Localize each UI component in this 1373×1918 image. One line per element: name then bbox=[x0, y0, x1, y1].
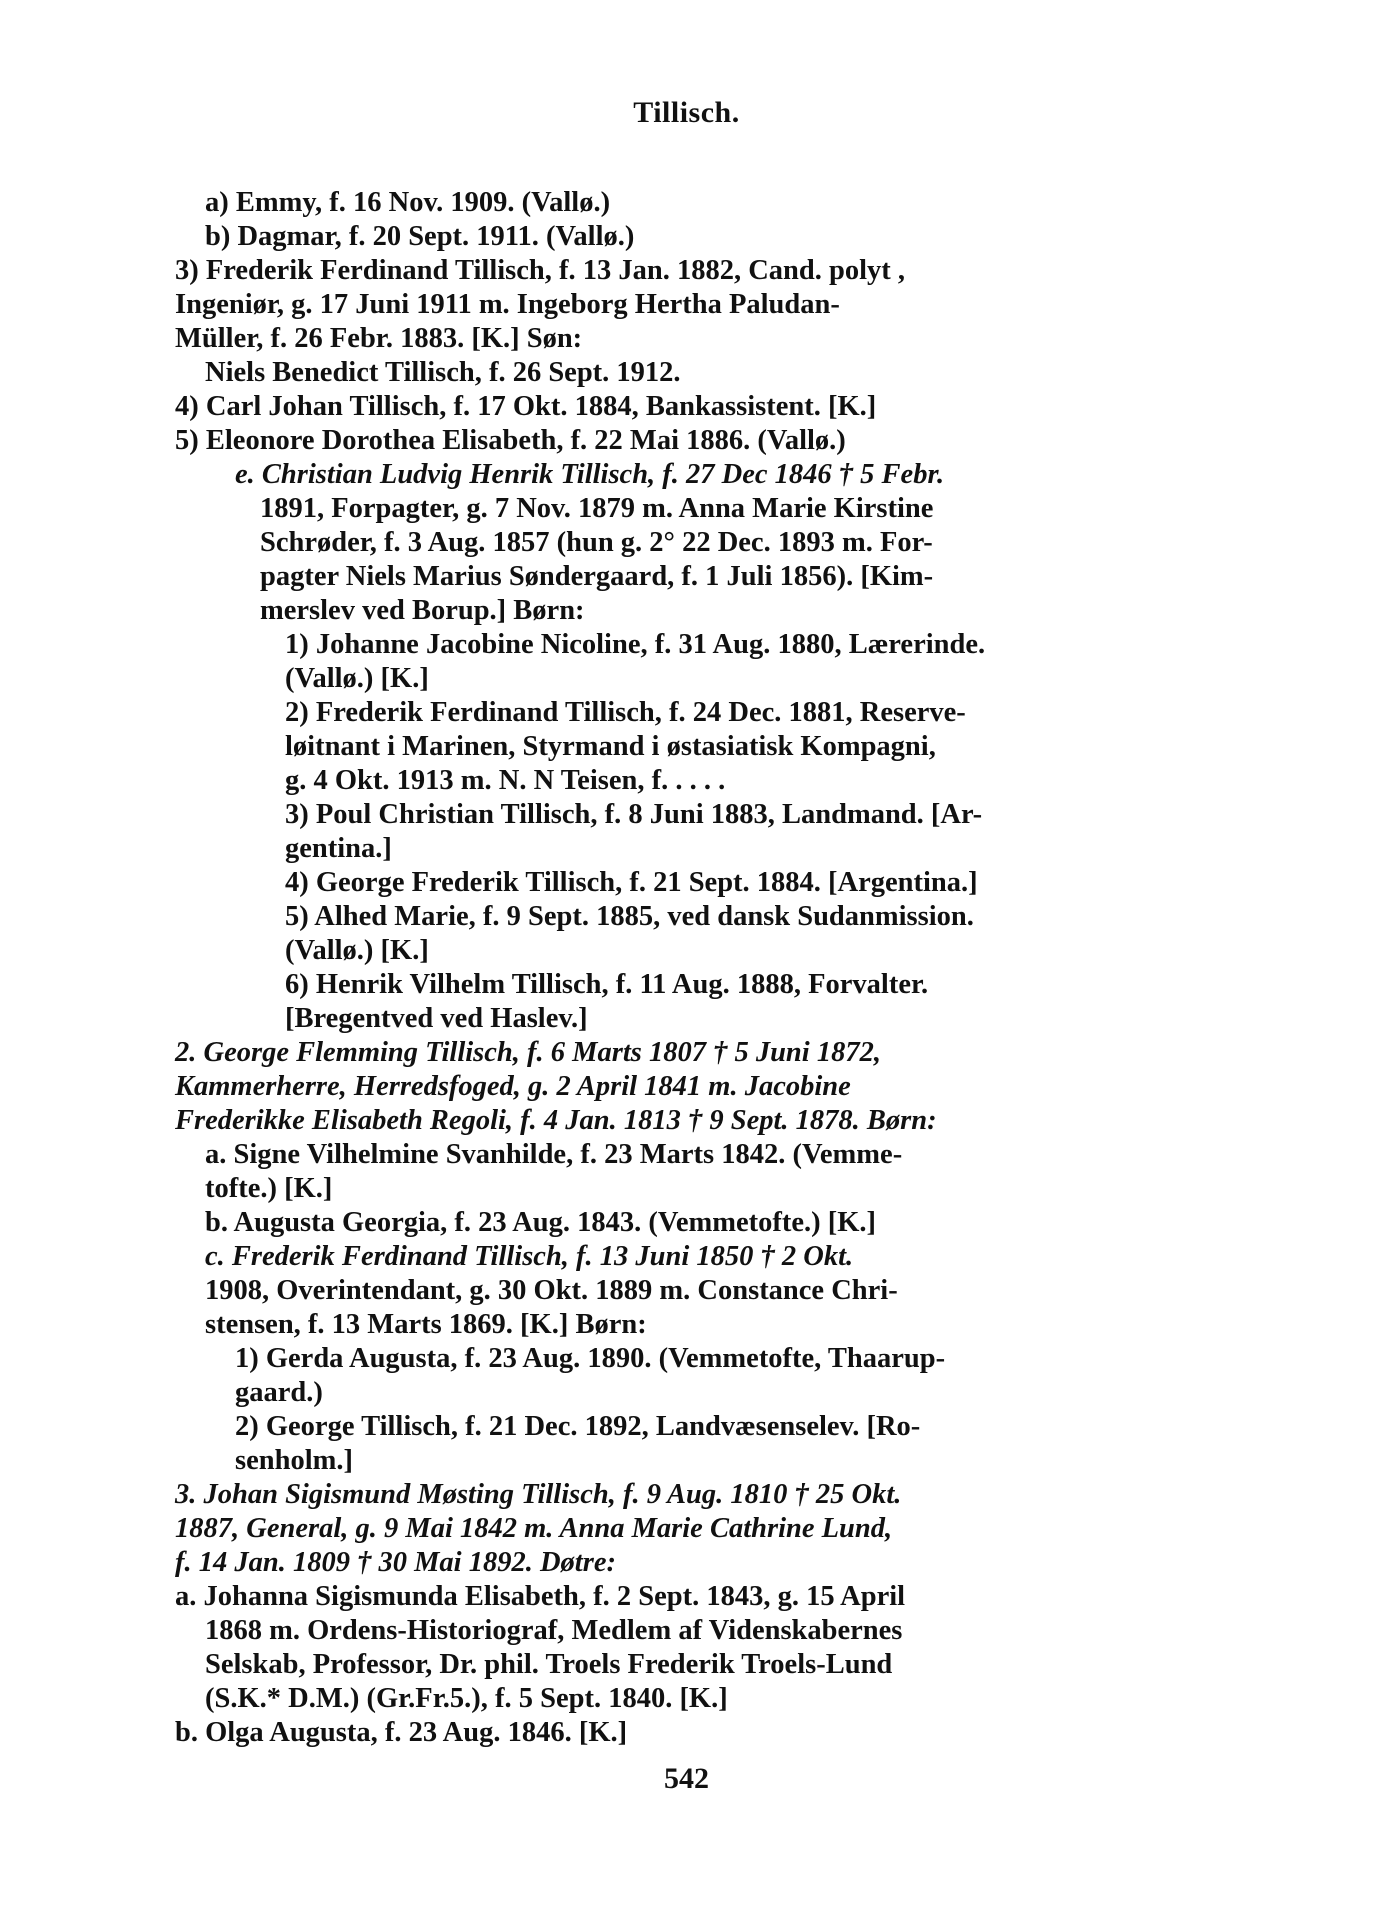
text-line: a. Signe Vilhelmine Svanhilde, f. 23 Marts 1842. (Vemme- bbox=[205, 1139, 903, 1170]
text-line: 1868 m. Ordens-Historiograf, Medlem af Videnskabernes bbox=[205, 1615, 903, 1646]
text-line: Selskab, Professor, Dr. phil. Troels Frederik Troels-Lund bbox=[205, 1649, 893, 1680]
text-line: 2) Frederik Ferdinand Tillisch, f. 24 Dec. 1881, Reserve- bbox=[285, 697, 966, 728]
text-body bbox=[175, 186, 1215, 1750]
text-line: [Bregentved ved Haslev.] bbox=[285, 1003, 588, 1034]
text-line: Schrøder, f. 3 Aug. 1857 (hun g. 2° 22 Dec. 1893 m. For- bbox=[260, 527, 933, 558]
text-line: 1) Gerda Augusta, f. 23 Aug. 1890. (Vemmetofte, Thaarup- bbox=[235, 1343, 946, 1374]
page-number: 542 bbox=[664, 1762, 709, 1795]
text-line: tofte.) [K.] bbox=[205, 1173, 333, 1204]
text-line: 2. George Flemming Tillisch, f. 6 Marts 1807 † 5 Juni 1872, bbox=[175, 1037, 881, 1068]
text-line: 6) Henrik Vilhelm Tillisch, f. 11 Aug. 1888, Forvalter. bbox=[285, 969, 929, 1000]
text-line: merslev ved Borup.] Børn: bbox=[260, 595, 585, 626]
text-line: Frederikke Elisabeth Regoli, f. 4 Jan. 1813 † 9 Sept. 1878. Børn: bbox=[175, 1105, 937, 1136]
text-line: g. 4 Okt. 1913 m. N. N Teisen, f. . . . . bbox=[285, 765, 726, 796]
text-line: (Vallø.) [K.] bbox=[285, 663, 429, 694]
text-line: Müller, f. 26 Febr. 1883. [K.] Søn: bbox=[175, 323, 583, 354]
text-line: gaard.) bbox=[235, 1377, 323, 1408]
text-line: b. Augusta Georgia, f. 23 Aug. 1843. (Vemmetofte.) [K.] bbox=[205, 1207, 877, 1238]
text-line: stensen, f. 13 Marts 1869. [K.] Børn: bbox=[205, 1309, 647, 1340]
text-line: b) Dagmar, f. 20 Sept. 1911. (Vallø.) bbox=[205, 221, 635, 252]
text-line: (Vallø.) [K.] bbox=[285, 935, 429, 966]
text-line: 5) Alhed Marie, f. 9 Sept. 1885, ved dansk Sudanmission. bbox=[285, 901, 974, 932]
text-line: senholm.] bbox=[235, 1445, 353, 1476]
text-line: Ingeniør, g. 17 Juni 1911 m. Ingeborg Hertha Paludan- bbox=[175, 289, 840, 320]
text-line: løitnant i Marinen, Styrmand i østasiatisk Kompagni, bbox=[285, 731, 936, 762]
page-header: Tillisch. bbox=[633, 96, 740, 129]
text-line: 4) Carl Johan Tillisch, f. 17 Okt. 1884, Bankassistent. [K.] bbox=[175, 391, 877, 422]
text-line: 3) Poul Christian Tillisch, f. 8 Juni 1883, Landmand. [Ar- bbox=[285, 799, 983, 830]
text-line: (S.K.* D.M.) (Gr.Fr.5.), f. 5 Sept. 1840. [K.] bbox=[205, 1683, 728, 1714]
text-line: gentina.] bbox=[285, 833, 392, 864]
text-line: 3) Frederik Ferdinand Tillisch, f. 13 Jan. 1882, Cand. polyt , bbox=[175, 255, 906, 286]
text-line: 1908, Overintendant, g. 30 Okt. 1889 m. Constance Chri- bbox=[205, 1275, 898, 1306]
text-line: f. 14 Jan. 1809 † 30 Mai 1892. Døtre: bbox=[175, 1547, 616, 1578]
text-line: 1) Johanne Jacobine Nicoline, f. 31 Aug. 1880, Lærerinde. bbox=[285, 629, 986, 660]
text-line: a. Johanna Sigismunda Elisabeth, f. 2 Sept. 1843, g. 15 April bbox=[175, 1581, 906, 1612]
text-line: 5) Eleonore Dorothea Elisabeth, f. 22 Mai 1886. (Vallø.) bbox=[175, 425, 846, 456]
text-line: Kammerherre, Herredsfoged, g. 2 April 1841 m. Jacobine bbox=[175, 1071, 851, 1102]
text-line: e. Christian Ludvig Henrik Tillisch, f. 27 Dec 1846 † 5 Febr. bbox=[235, 459, 945, 490]
text-line: c. Frederik Ferdinand Tillisch, f. 13 Juni 1850 † 2 Okt. bbox=[205, 1241, 854, 1272]
text-line: pagter Niels Marius Søndergaard, f. 1 Juli 1856). [Kim- bbox=[260, 561, 934, 592]
text-line: 1891, Forpagter, g. 7 Nov. 1879 m. Anna Marie Kirstine bbox=[260, 493, 934, 524]
text-line: b. Olga Augusta, f. 23 Aug. 1846. [K.] bbox=[175, 1717, 628, 1748]
text-line: 3. Johan Sigismund Møsting Tillisch, f. 9 Aug. 1810 † 25 Okt. bbox=[175, 1479, 902, 1510]
text-line: 2) George Tillisch, f. 21 Dec. 1892, Landvæsenselev. [Ro- bbox=[235, 1411, 921, 1442]
text-line: 4) George Frederik Tillisch, f. 21 Sept. 1884. [Argentina.] bbox=[285, 867, 978, 898]
text-line: a) Emmy, f. 16 Nov. 1909. (Vallø.) bbox=[205, 187, 611, 218]
text-line: 1887, General, g. 9 Mai 1842 m. Anna Marie Cathrine Lund, bbox=[175, 1513, 893, 1544]
text-line: Niels Benedict Tillisch, f. 26 Sept. 1912. bbox=[205, 357, 681, 388]
